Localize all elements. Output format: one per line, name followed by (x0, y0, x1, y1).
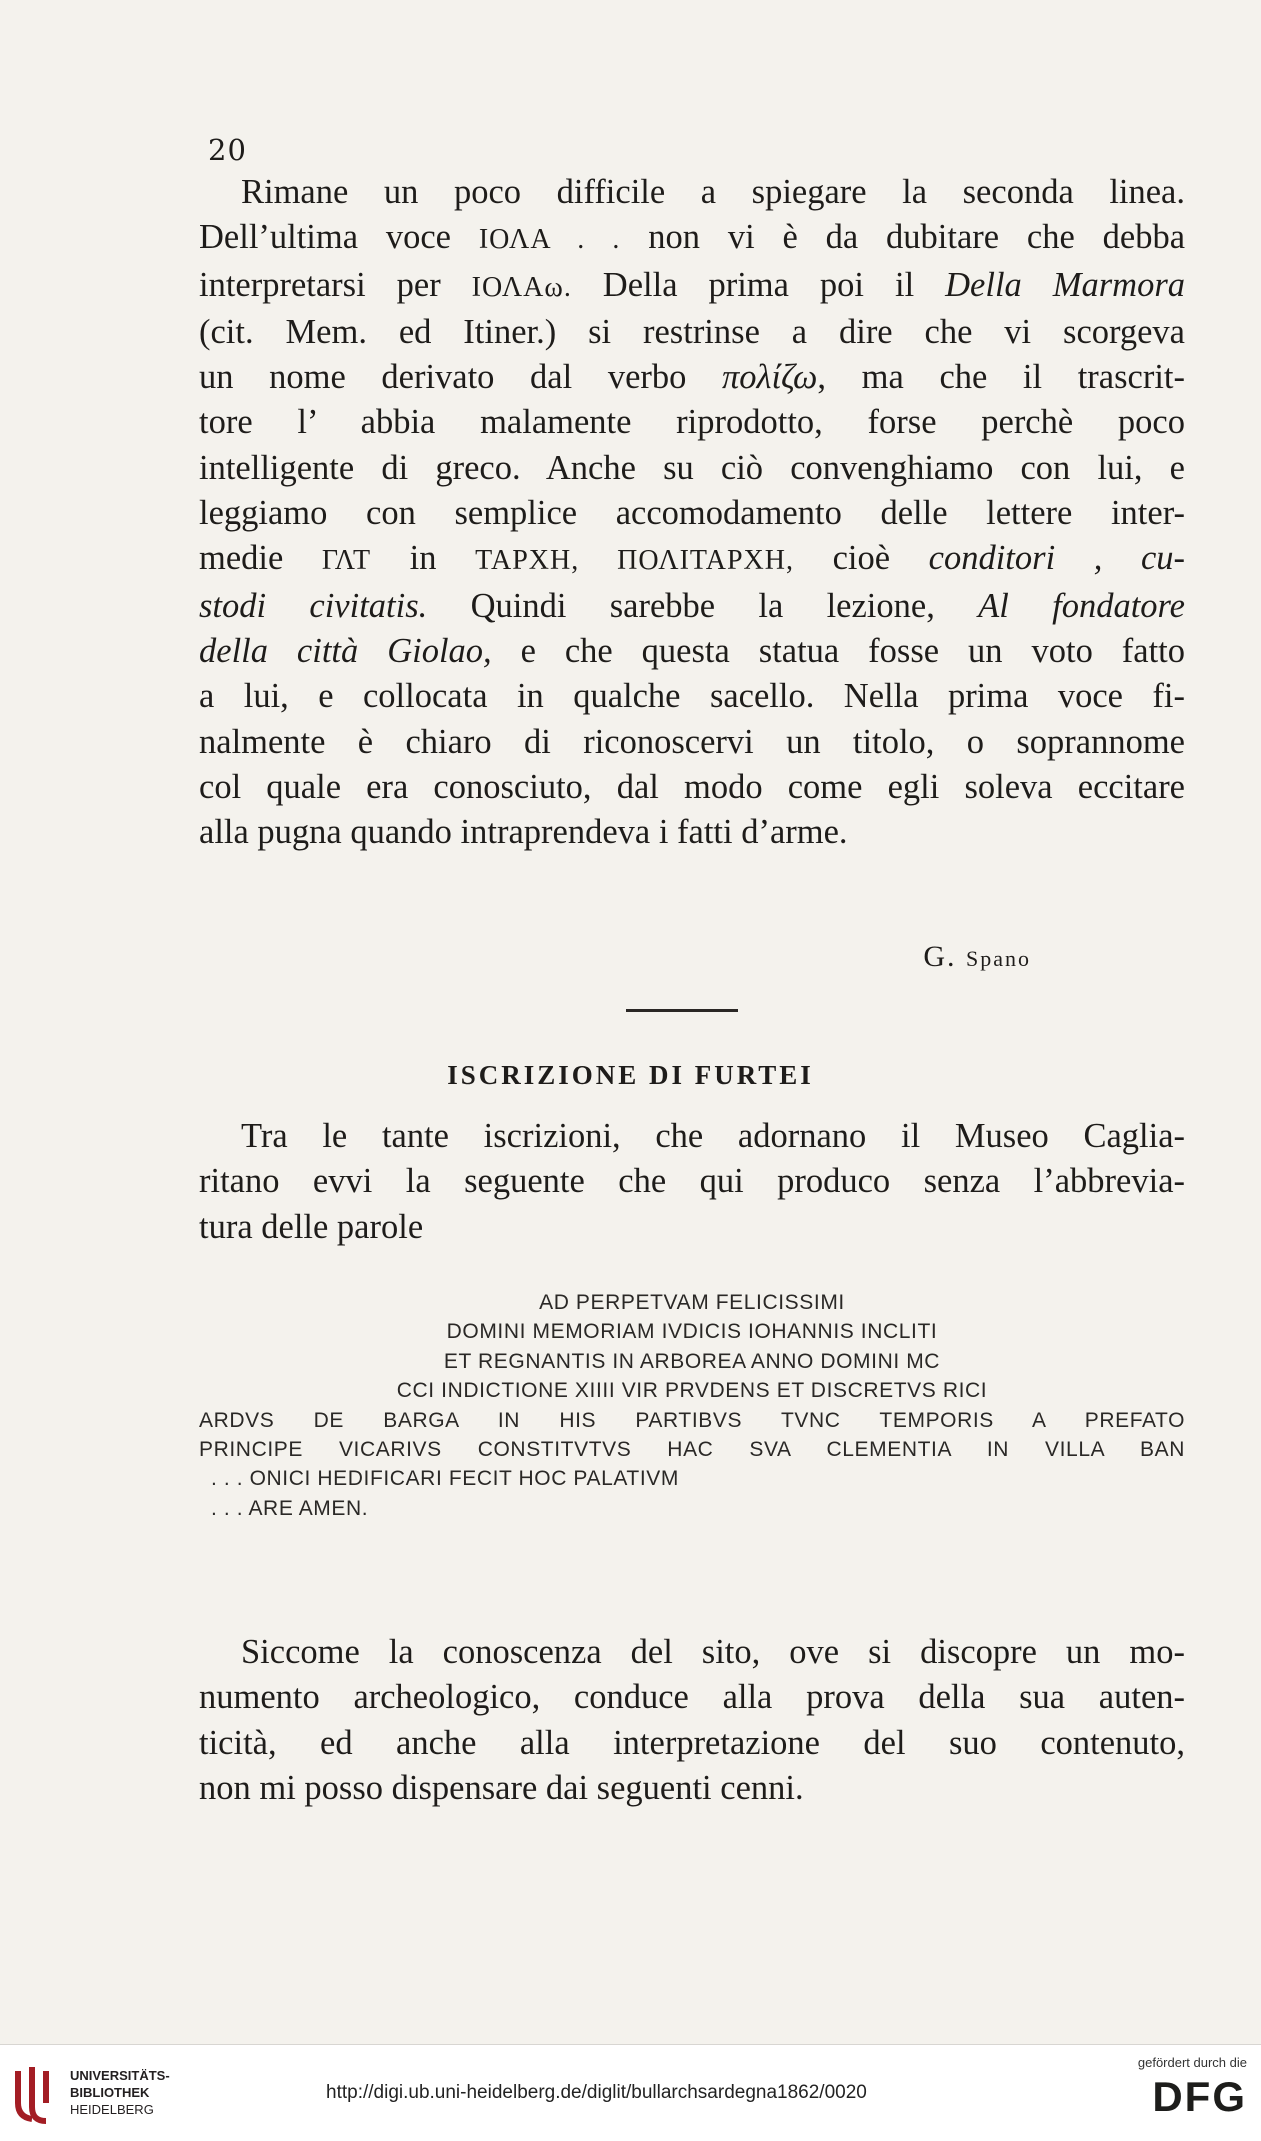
greek-text: ΙΟΛΑω. (471, 271, 572, 303)
signature-initial: G. (923, 940, 957, 973)
inscription-line: . . . ARE AMEN. (211, 1496, 369, 1520)
text-segment: Tra le tante iscrizioni, che adornano il Museo Caglia- (241, 1117, 1185, 1155)
text-line (199, 310, 1185, 355)
text-line (199, 1159, 1185, 1204)
inscription-block (199, 1288, 1185, 1523)
text-segment: Dell’ultima voce (199, 218, 479, 257)
section-heading: ISCRIZIONE DI FURTEI (447, 1060, 814, 1090)
text-line (199, 674, 1185, 719)
text-line (199, 720, 1185, 765)
text-line (199, 1766, 1185, 1811)
text-line (199, 446, 1185, 491)
text-line (199, 355, 1185, 400)
text-line (199, 1675, 1185, 1720)
text-line (199, 1205, 1185, 1250)
text-segment: ritano evvi la seguente che qui produco senza l’abbrevia- (199, 1162, 1185, 1201)
italic-text: Al fondatore (978, 586, 1185, 625)
text-line (199, 170, 1185, 215)
text-segment: un nome derivato dal verbo (199, 358, 722, 397)
text-line (199, 584, 1185, 629)
text-segment: alla pugna quando intraprendeva i fatti d’arme. (199, 813, 848, 852)
text-segment: nalmente è chiaro di riconoscervi un titolo, o soprannome (199, 722, 1185, 761)
text-segment: col quale era conosciuto, dal modo come egli soleva eccitare (199, 767, 1185, 806)
text-segment: non mi posso dispensare dai seguenti cenni. (199, 1768, 804, 1807)
italic-text: Della Marmora (945, 265, 1185, 304)
text-line (199, 491, 1185, 536)
text-segment: e che questa statua fosse un voto fatto (491, 631, 1185, 670)
paragraph-interpretation (199, 170, 1185, 855)
text-segment: leggiamo con semplice accomodamento delle lettere inter- (199, 494, 1185, 533)
text-segment: Siccome la conoscenza del sito, ove si discopre un mo- (241, 1633, 1185, 1671)
text-segment: in (371, 539, 476, 578)
text-segment: ticità, ed anche alla interpretazione del suo contenuto, (199, 1723, 1185, 1762)
dfg-logo: DFG (1152, 2073, 1247, 2120)
text-line (199, 1114, 1185, 1159)
library-name-line2: BIBLIOTHEK (70, 2085, 150, 2100)
inscription-line: DOMINI MEMORIAM IVDICIS IOHANNIS INCLITI (446, 1320, 938, 1344)
text-line (199, 215, 1185, 262)
text-segment: (cit. Mem. ed Itiner.) si restrinse a dire che vi scorgeva (199, 312, 1185, 351)
library-name-line1: UNIVERSITÄTS- (70, 2068, 170, 2083)
greek-text: ΓΛΤ (321, 545, 372, 577)
text-line (199, 629, 1185, 674)
text-segment: numento archeologico, conduce alla prova della sua auten- (199, 1678, 1185, 1717)
inscription-line: PRINCIPE VICARIVS CONSTITVTVS HAC SVA CLEMENTIA IN VILLA BAN (199, 1438, 1185, 1462)
paragraph-intro (199, 1114, 1185, 1250)
text-line (199, 263, 1185, 310)
italic-text: conditori , cu- (928, 539, 1186, 578)
text-line (199, 1630, 1185, 1675)
greek-text: ΤΑΡΧΗ, ΠΟΛΙΤΑΡΧΗ, (475, 545, 794, 577)
text-segment: Quindi sarebbe la lezione, (427, 586, 979, 625)
text-segment: , ma che il trascrit- (817, 358, 1186, 397)
text-segment: Rimane un poco difficile a spiegare la seconda linea. (241, 173, 1185, 211)
text-line (199, 1721, 1185, 1766)
italic-text: della città Giolao, (199, 631, 492, 670)
permalink-url[interactable]: http://digi.ub.uni-heidelberg.de/diglit/bullarchsardegna1862/0020 (326, 2082, 867, 2103)
text-line (199, 536, 1185, 583)
page-number: 20 (208, 133, 247, 167)
text-segment: Della prima poi il (571, 265, 946, 304)
funding-caption: gefördert durch die (1137, 2055, 1247, 2070)
italic-text: stodi civitatis. (199, 586, 428, 625)
library-name-line3: HEIDELBERG (70, 2102, 154, 2117)
text-segment: non vi è da dubitare che debba (620, 218, 1186, 257)
italic-text: πολίζω (722, 358, 818, 397)
text-line (199, 810, 1185, 855)
text-segment: medie (199, 539, 322, 578)
digitization-footer (0, 2044, 1261, 2141)
paragraph-closing (199, 1630, 1185, 1811)
greek-text: ΙΟΛΑ . . (478, 224, 621, 256)
text-segment: intelligente di greco. Anche su ciò convenghiamo con lui, e (199, 448, 1185, 487)
text-segment: tore l’ abbia malamente riprodotto, forse perchè poco (199, 403, 1185, 442)
section-divider (626, 1009, 738, 1012)
text-segment: tura delle parole (199, 1207, 424, 1246)
inscription-line: CCI INDICTIONE XIIII VIR PRVDENS ET DISCRETVS RICI (396, 1379, 988, 1403)
inscription-line: AD PERPETVAM FELICISSIMI (539, 1291, 845, 1314)
text-segment: interpretarsi per (199, 265, 472, 304)
text-segment: cioè (794, 539, 929, 578)
inscription-line: . . . ONICI HEDIFICARI FECIT HOC PALATIVM (211, 1467, 679, 1491)
author-signature (923, 940, 1031, 974)
library-name (70, 2067, 170, 2118)
text-line (199, 400, 1185, 445)
signature-name: Spano (966, 946, 1031, 971)
text-segment: a lui, e collocata in qualche sacello. Nella prima voce fi- (199, 677, 1185, 716)
inscription-line: ET REGNANTIS IN ARBOREA ANNO DOMINI MC (443, 1349, 941, 1373)
text-line (199, 765, 1185, 810)
funding-notice (1107, 2055, 1247, 2122)
inscription-line: ARDVS DE BARGA IN HIS PARTIBVS TVNC TEMPORIS A PREFATO (199, 1408, 1185, 1432)
ub-heidelberg-logo-icon (12, 2063, 62, 2125)
